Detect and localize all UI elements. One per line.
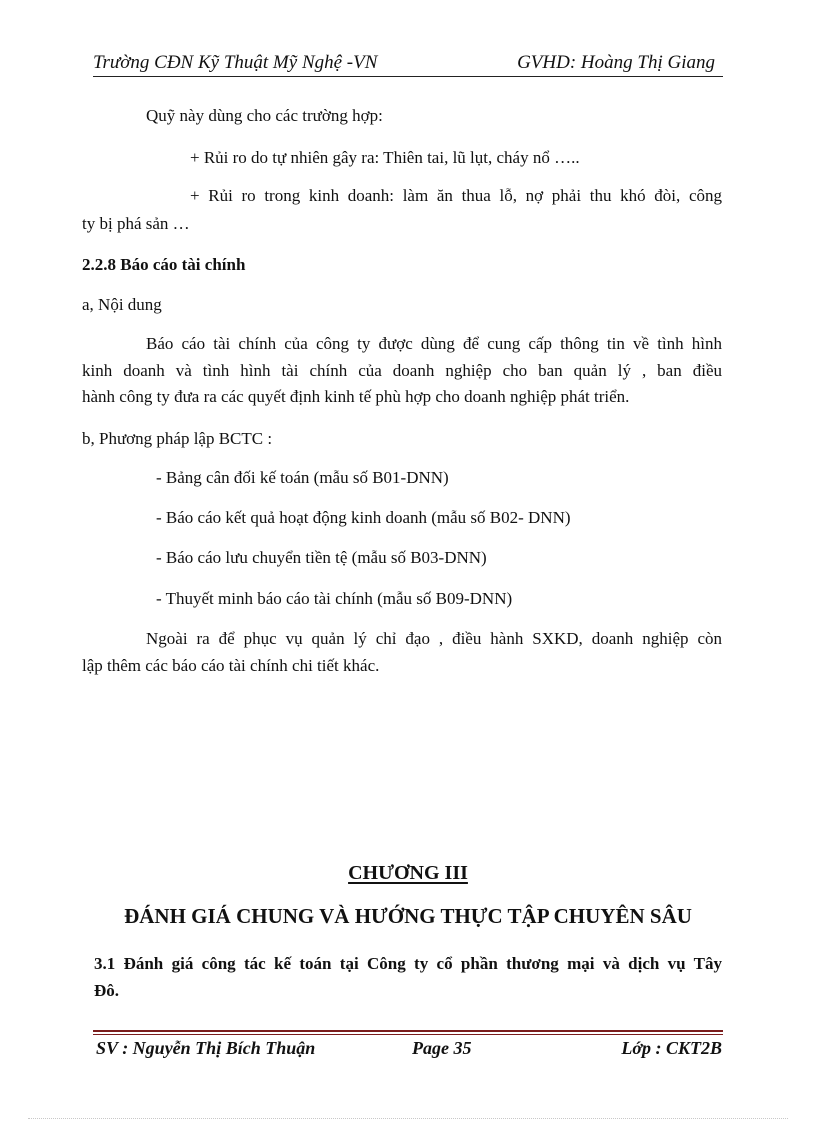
page-edge-dots <box>28 1118 788 1119</box>
paragraph1-line3: hành công ty đưa ra các quyết định kinh tế phù hợp cho doanh nghiệp phát triển. <box>82 387 630 406</box>
footer-rule-bottom <box>93 1034 723 1035</box>
section-heading-3-1-line1: 3.1 Đánh giá công tác kế toán tại Công ty cổ phần thương mại và dịch vụ Tây <box>94 954 722 973</box>
risk-natural: + Rủi ro do tự nhiên gây ra: Thiên tai, lũ lụt, cháy nổ ….. <box>190 148 580 167</box>
chapter-number <box>0 862 816 885</box>
report-item: - Báo cáo lưu chuyển tiền tệ (mẫu số B03-DNN) <box>156 548 487 567</box>
paragraph2-line1: Ngoài ra để phục vụ quản lý chỉ đạo , điều hành SXKD, doanh nghiệp còn <box>146 629 722 648</box>
report-item: - Báo cáo kết quả hoạt động kinh doanh (mẫu số B02- DNN) <box>156 508 571 527</box>
chapter-number-text: CHƯƠNG III <box>348 862 468 884</box>
fund-intro: Quỹ này dùng cho các trường hợp: <box>146 106 383 125</box>
paragraph1-line1: Báo cáo tài chính của công ty được dùng để cung cấp thông tin về tình hình <box>146 334 722 353</box>
footer-rule-top <box>93 1030 723 1032</box>
report-item: - Bảng cân đối kế toán (mẫu số B01-DNN) <box>156 468 449 487</box>
footer-student: SV : Nguyễn Thị Bích Thuận <box>96 1038 316 1058</box>
report-item: - Thuyết minh báo cáo tài chính (mẫu số B09-DNN) <box>156 589 513 608</box>
section-heading-3-1-line2: Đô. <box>94 981 120 1000</box>
paragraph2-line2: lập thêm các báo cáo tài chính chi tiết khác. <box>82 656 380 675</box>
header-rule <box>93 76 723 77</box>
risk-business-line1: + Rủi ro trong kinh doanh: làm ăn thua lỗ, nợ phải thu khó đòi, công <box>190 186 722 205</box>
page-header <box>93 52 723 78</box>
subheading-b: b, Phương pháp lập BCTC : <box>82 429 273 448</box>
subheading-a: a, Nội dung <box>82 295 162 314</box>
footer-page-number: Page 35 <box>412 1038 472 1058</box>
chapter-title: ĐÁNH GIÁ CHUNG VÀ HƯỚNG THỰC TẬP CHUYÊN SÂU <box>124 904 692 928</box>
paragraph1-line2: kinh doanh và tình hình tài chính của doanh nghiệp cho ban quản lý , ban điều <box>82 361 722 380</box>
footer-class: Lớp : CKT2B <box>621 1038 722 1058</box>
section-heading-2-2-8: 2.2.8 Báo cáo tài chính <box>82 255 246 274</box>
header-supervisor: GVHD: Hoàng Thị Giang <box>517 52 715 73</box>
header-school: Trường CĐN Kỹ Thuật Mỹ Nghệ -VN <box>93 52 378 73</box>
risk-business-line2: ty bị phá sản … <box>82 214 190 233</box>
